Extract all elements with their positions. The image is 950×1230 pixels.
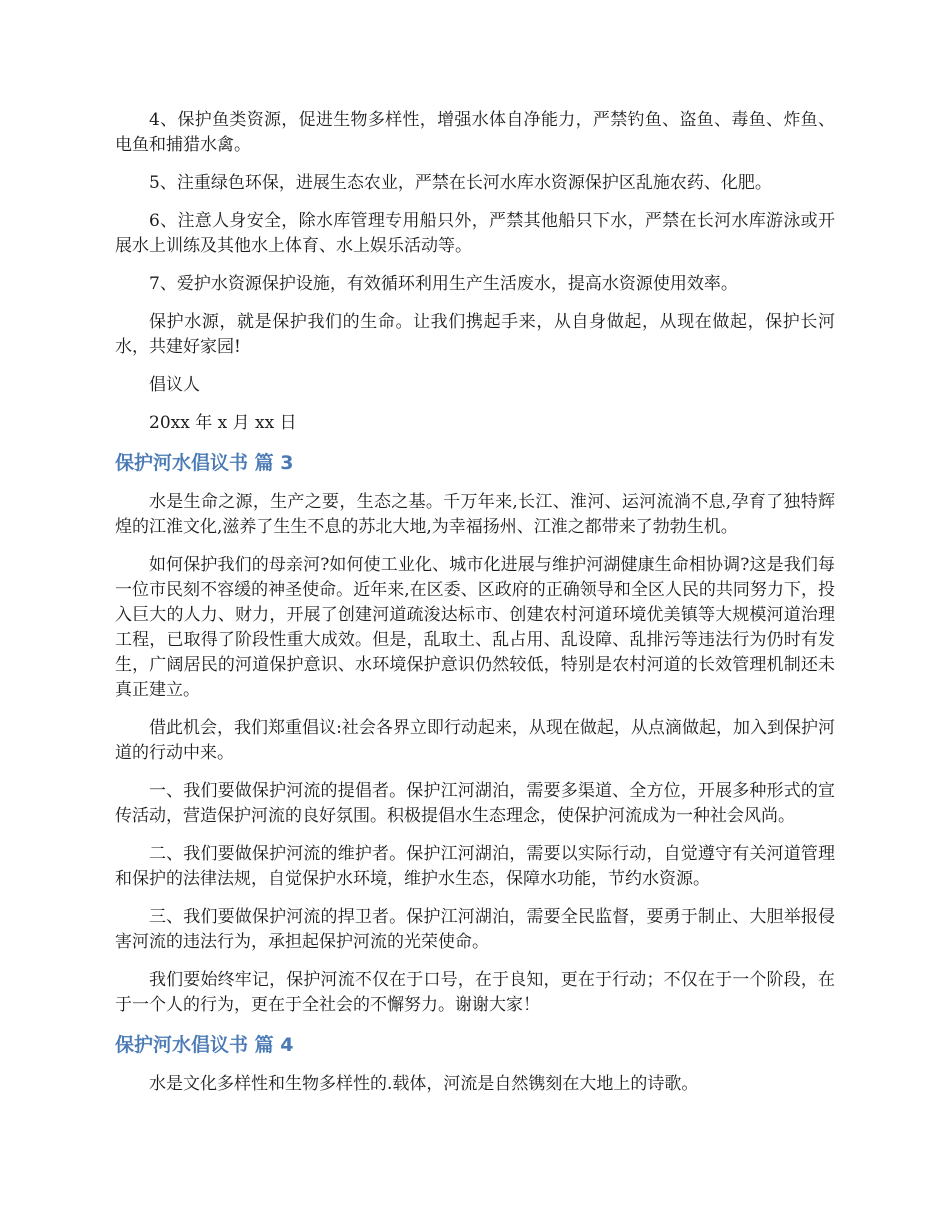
paragraph: 保护水源，就是保护我们的生命。让我们携起手来，从自身做起，从现在做起，保护长河水，共建好家园! <box>115 312 835 357</box>
paragraph: 我们要始终牢记，保护河流不仅在于口号，在于良知，更在于行动；不仅在于一个阶段，在于一个人的行为，更在于全社会的不懈努力。谢谢大家！ <box>115 970 835 1015</box>
paragraph: 一、我们要做保护河流的提倡者。保护江河湖泊，需要多渠道、全方位，开展多种形式的宣传活动，营造保护河流的良好氛围。积极提倡水生态理念，使保护河流成为一种社会风尚。 <box>115 781 835 826</box>
document-body <box>115 108 835 1097</box>
section-heading: 保护河水倡议书 篇 3 <box>115 452 294 474</box>
paragraph: 4、保护鱼类资源，促进生物多样性，增强水体自净能力，严禁钓鱼、盗鱼、毒鱼、炸鱼、电鱼和捕猎水禽。 <box>115 110 835 155</box>
paragraph: 水是文化多样性和生物多样性的.载体，河流是自然镌刻在大地上的诗歌。 <box>149 1074 699 1094</box>
signatory: 倡议人 <box>149 375 200 395</box>
paragraph: 水是生命之源，生产之要，生态之基。千万年来,长江、淮河、运河流淌不息,孕育了独特辉煌的江淮文化,滋养了生生不息的苏北大地,为幸福扬州、江淮之都带来了勃勃生机。 <box>115 492 835 537</box>
paragraph: 三、我们要做保护河流的捍卫者。保护江河湖泊，需要全民监督，要勇于制止、大胆举报侵害河流的违法行为，承担起保护河流的光荣使命。 <box>115 907 835 952</box>
paragraph: 借此机会，我们郑重倡议:社会各界立即行动起来，从现在做起，从点滴做起，加入到保护河道的行动中来。 <box>115 718 835 763</box>
paragraph: 如何保护我们的母亲河?如何使工业化、城市化进展与维护河湖健康生命相协调?这是我们每一位市民刻不容缓的神圣使命。近年来,在区委、区政府的正确领导和全区人民的共同努力下，投入巨大的人力、财力，开展了创建河道疏浚达标市、创建农村河道环境优美镇等大规模河道治理工程，已取得了阶段性重大成效。但是，乱取土、乱占用、乱设障、乱排污等违法行为仍时有发生，广阔居民的河道保护意识、水环境保护意识仍然较低，特别是农村河道的长效管理机制还未真正建立。 <box>115 555 835 700</box>
paragraph: 6、注意人身安全，除水库管理专用船只外，严禁其他船只下水，严禁在长河水库游泳或开展水上训练及其他水上体育、水上娱乐活动等。 <box>115 211 835 256</box>
paragraph: 5、注重绿色环保，进展生态农业，严禁在长河水库水资源保护区乱施农药、化肥。 <box>149 173 772 193</box>
date-line: 20xx 年 x 月 xx 日 <box>149 413 297 433</box>
section-heading: 保护河水倡议书 篇 4 <box>115 1034 294 1056</box>
paragraph: 7、爱护水资源保护设施，有效循环利用生产生活废水，提高水资源使用效率。 <box>149 274 738 294</box>
paragraph: 二、我们要做保护河流的维护者。保护江河湖泊，需要以实际行动，自觉遵守有关河道管理和保护的法律法规，自觉保护水环境，维护水生态，保障水功能，节约水资源。 <box>115 844 835 889</box>
